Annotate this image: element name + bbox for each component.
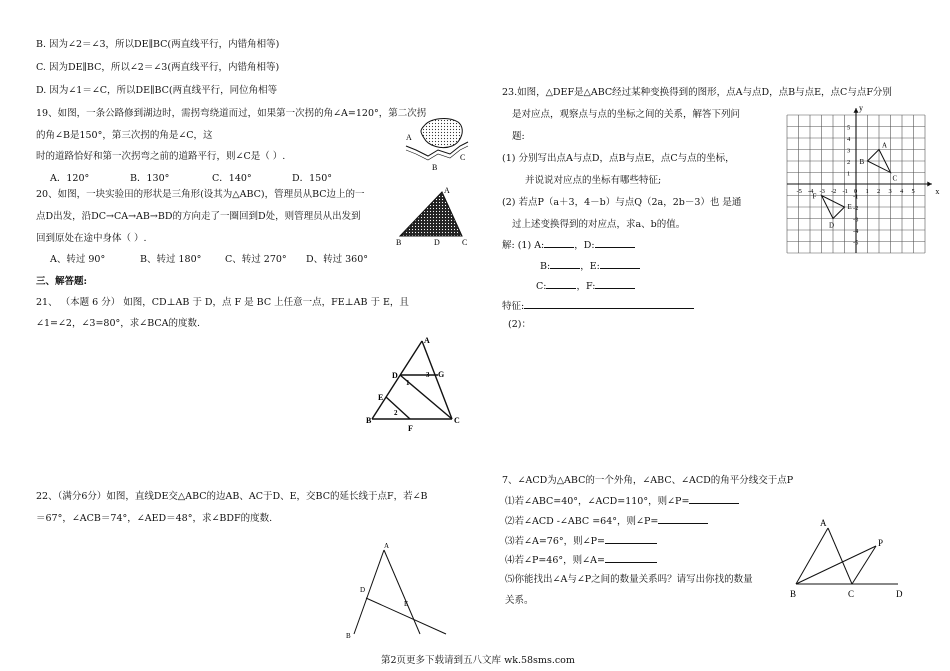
q18-option-b: B. 因为∠2＝∠3，所以DE∥BC(两直线平行，内错角相等) bbox=[36, 39, 280, 50]
q23-line5: 并说说对应点的坐标有哪些特征; bbox=[525, 175, 662, 186]
q7-sub1: ⑴若∠ABC=40°，∠ACD=110°，则∠P= bbox=[505, 494, 739, 508]
y-tick-label: -2 bbox=[853, 205, 859, 212]
lake-shape bbox=[421, 119, 462, 148]
q19-line3: 时的道路恰好和第一次拐弯之前的道路平行，则∠C是（ ）. bbox=[36, 151, 286, 162]
q7-triangle-figure bbox=[786, 516, 910, 602]
q7-line1: 7、∠ACD为△ABC的一个外角，∠ABC、∠ACD的角平分线交于点P bbox=[502, 475, 794, 486]
x-tick-label: 0 bbox=[854, 188, 858, 195]
x-tick-label: 2 bbox=[877, 188, 881, 195]
q7-label-d: D bbox=[896, 589, 903, 599]
q22-triangle-figure bbox=[340, 540, 450, 640]
q20-line1: 20、如图，一块实验田的形状是三角形(设其为△ABC)，管理员从BC边上的一 bbox=[36, 189, 365, 200]
q21-label-e: E bbox=[378, 393, 384, 402]
point-label-a: A bbox=[882, 141, 888, 150]
y-tick-label: 5 bbox=[847, 124, 851, 132]
q20-line3: 回到原处在途中身体（ ）. bbox=[36, 233, 147, 244]
point-label-b: B bbox=[859, 158, 865, 166]
q23-line2: 是对应点，观察点与点的坐标之间的关系，解答下列问 bbox=[512, 109, 741, 120]
x-axis-label: x bbox=[935, 187, 940, 196]
q20-label-a: A bbox=[444, 186, 450, 195]
q7-label-c: C bbox=[848, 589, 855, 599]
q21-label-c: C bbox=[454, 416, 460, 425]
triangle-field bbox=[400, 192, 462, 236]
y-axis-arrow bbox=[854, 108, 859, 113]
q23-part2: (2)： bbox=[508, 319, 531, 330]
q7-sub5b: 关系。 bbox=[505, 595, 534, 606]
q20-option-c: C、转过 270° bbox=[225, 254, 287, 265]
q19-road-figure bbox=[398, 116, 488, 178]
x-axis-arrow bbox=[927, 182, 932, 187]
x-tick-label: -1 bbox=[842, 188, 848, 195]
q19-option-c: C．140° bbox=[212, 173, 252, 184]
q20-option-a: A、转过 90° bbox=[50, 254, 106, 265]
point-label-e: E bbox=[847, 203, 852, 211]
q21-line1: 21、 （本题 6 分） 如图，CD⊥AB 于 D，点 F 是 BC 上任意一点，FE⊥AB 于 E，且 bbox=[36, 297, 409, 308]
q20-option-b: B、转过 180° bbox=[140, 254, 202, 265]
q22-label-d: D bbox=[360, 586, 366, 594]
x-tick-label: -5 bbox=[796, 188, 802, 195]
q20-label-b: B bbox=[396, 238, 402, 247]
q23-line4: (1) 分别写出点A与点D，点B与点E，点C与点的坐标， bbox=[502, 153, 735, 164]
q21-label-3: 3 bbox=[426, 371, 430, 379]
q22-label-e: E bbox=[404, 600, 409, 608]
x-tick-label: 1 bbox=[865, 188, 869, 195]
y-tick-label: 4 bbox=[847, 136, 851, 143]
q23-coordinate-grid bbox=[778, 103, 946, 290]
point-label-d: D bbox=[829, 221, 835, 230]
q20-label-d: D bbox=[434, 238, 440, 247]
q22-label-a: A bbox=[384, 542, 390, 550]
q7-label-p: P bbox=[878, 538, 884, 548]
q21-line2: ∠1=∠2，∠3=80°，求∠BCA的度数. bbox=[36, 318, 201, 329]
y-axis-label: y bbox=[859, 103, 863, 113]
y-tick-label: 3 bbox=[847, 147, 851, 155]
x-tick-label: -3 bbox=[819, 188, 825, 195]
y-tick-label: -3 bbox=[853, 216, 859, 224]
y-tick-label: 1 bbox=[847, 170, 851, 178]
q22-label-b: B bbox=[346, 632, 351, 640]
y-tick-label: 2 bbox=[847, 159, 851, 166]
q7-sub2: ⑵若∠ACD -∠ABC =64°，则∠P= bbox=[505, 514, 708, 528]
q21-label-1: 1 bbox=[406, 379, 410, 387]
y-tick-label: -5 bbox=[853, 239, 859, 247]
q20-option-d: D、转过 360° bbox=[306, 254, 369, 265]
q7-sub5a: ⑸你能找出∠A与∠P之间的数量关系吗？请写出你找的数量 bbox=[505, 574, 753, 585]
q18-option-c: C. 因为DE∥BC，所以∠2＝∠3(两直线平行，内错角相等) bbox=[36, 62, 280, 73]
q7-sub3: ⑶若∠A=76°，则∠P= bbox=[505, 534, 657, 548]
q21-label-b: B bbox=[366, 416, 372, 425]
q23-answer-b-e: B: ，E: bbox=[540, 259, 640, 273]
q19-label-a: A bbox=[406, 133, 412, 142]
x-tick-label: 3 bbox=[888, 188, 892, 195]
q22-line1: 22、（满分6分）如图，直线DE交△ABC的边AB、AC于D、E，交BC的延长线于点F，若∠B bbox=[36, 491, 428, 502]
q23-answer-c-f: C: ，F: bbox=[536, 279, 635, 293]
x-tick-label: 4 bbox=[900, 188, 904, 195]
q20-line2: 点D出发，沿DC→CA→AB→BD的方向走了一圈回到D处，则管理员从出发到 bbox=[36, 211, 361, 222]
page-footer: 第2页更多下载请到五八文库 wk.58sms.com bbox=[381, 655, 575, 666]
point-label-c: C bbox=[892, 174, 898, 183]
q7-label-a: A bbox=[820, 518, 827, 528]
q21-label-f: F bbox=[408, 424, 413, 433]
q22-line2: ＝67°，∠ACB＝74°，∠AED＝48°，求∠BDF的度数. bbox=[36, 513, 273, 524]
q19-label-c: C bbox=[460, 153, 466, 162]
q23-line7: 过上述变换得到的对应点，求a、b的值。 bbox=[512, 219, 686, 230]
q19-option-d: D．150° bbox=[292, 173, 332, 184]
y-tick-label: -1 bbox=[853, 193, 859, 201]
q23-line3: 题: bbox=[512, 131, 525, 142]
q21-label-d: D bbox=[392, 371, 398, 380]
q23-line6: (2) 若点P（a＋3，4－b）与点Q（2a，2b－3）也 是通 bbox=[502, 197, 742, 208]
x-tick-label: -2 bbox=[831, 188, 837, 195]
q19-line2: 的角∠B是150°，第三次拐的角是∠C，这 bbox=[36, 130, 213, 141]
q19-option-a: A．120° bbox=[50, 173, 90, 184]
q7-sub4: ⑷若∠P=46°，则∠A= bbox=[505, 553, 657, 567]
q23-feature-line: 特征: bbox=[502, 299, 694, 313]
q23-answer-a-d: 解: (1) A: ，D: bbox=[502, 238, 635, 252]
q21-label-g: G bbox=[438, 370, 445, 379]
q23-line1: 23.如图，△DEF是△ABC经过某种变换得到的图形，点A与点D，点B与点E，点C与点F分别 bbox=[502, 87, 892, 98]
q21-triangle-figure bbox=[366, 335, 466, 435]
x-tick-label: -4 bbox=[808, 188, 814, 195]
point-label-f: F bbox=[812, 192, 817, 201]
q18-option-d: D. 因为∠1＝∠C，所以DE∥BC(两直线平行，同位角相等 bbox=[36, 85, 278, 96]
q19-option-b: B．130° bbox=[130, 173, 170, 184]
q21-label-a: A bbox=[424, 336, 430, 345]
section-3-heading: 三、解答题: bbox=[36, 276, 88, 287]
q7-label-b: B bbox=[790, 589, 797, 599]
q19-label-b: B bbox=[432, 163, 438, 172]
q21-label-2: 2 bbox=[394, 409, 398, 417]
q20-label-c: C bbox=[462, 238, 468, 247]
y-tick-label: -4 bbox=[853, 228, 859, 235]
q20-field-figure bbox=[396, 186, 472, 248]
x-tick-label: 5 bbox=[911, 188, 915, 195]
q19-line1: 19、如图，一条公路修到湖边时，需拐弯绕道而过，如果第一次拐的角∠A=120°，第二次拐 bbox=[36, 108, 427, 119]
